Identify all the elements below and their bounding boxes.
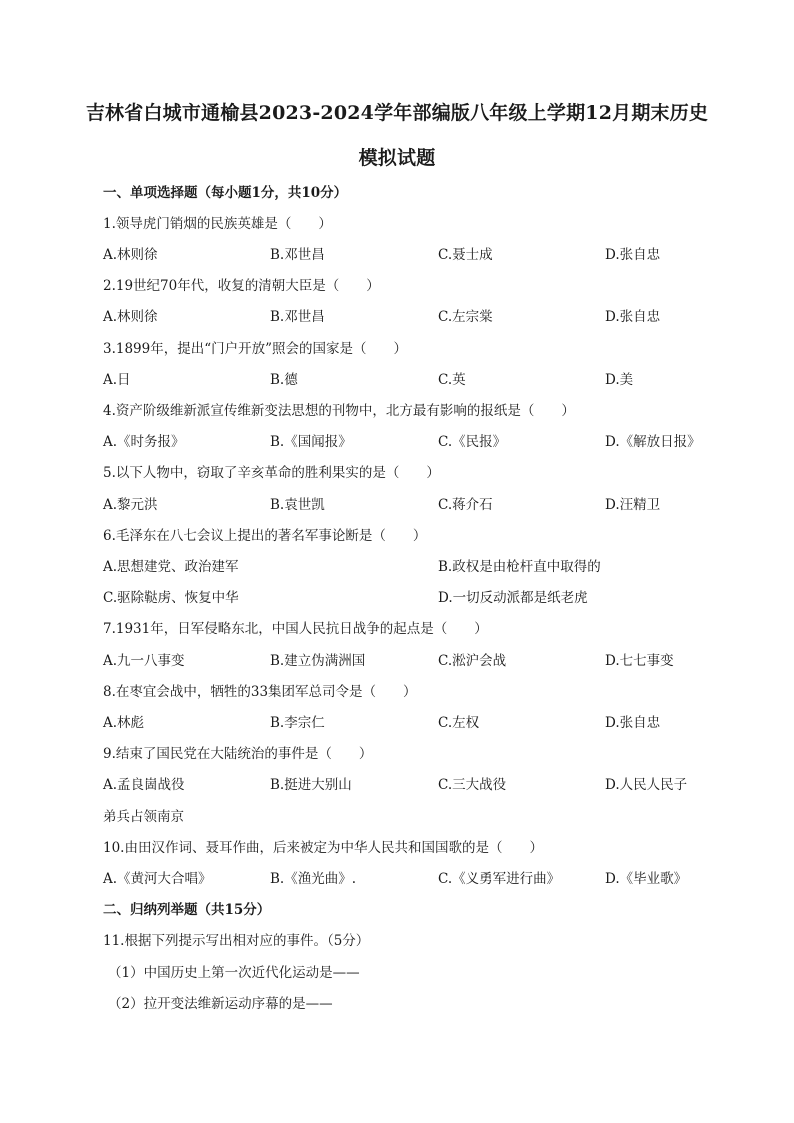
- question-stem: 7.1931年，日军侵略东北，中国人民抗日战争的起点是（ ）: [103, 621, 488, 637]
- option-b: B.李宗仁: [270, 715, 325, 731]
- question-stem: 9.结束了国民党在大陆统治的事件是（ ）: [103, 746, 373, 762]
- question-options: [103, 305, 723, 325]
- option-b: B.《国闻报》: [270, 434, 352, 450]
- option-b: B.德: [270, 372, 298, 388]
- option-b: B.挺进大别山: [270, 777, 352, 793]
- option-d: D.张自忠: [605, 309, 661, 325]
- question-stem: 6.毛泽东在八七会议上提出的著名军事论断是（ ）: [103, 528, 427, 544]
- question-stem: 8.在枣宜会战中，牺牲的33集团军总司令是（ ）: [103, 684, 417, 700]
- question-stem: 4.资产阶级维新派宣传维新变法思想的刊物中，北方最有影响的报纸是（ ）: [103, 403, 575, 419]
- option-a: A.林则徐: [103, 247, 158, 263]
- option-continuation: 弟兵占领南京: [103, 809, 184, 825]
- question-stem: 10.由田汉作词、聂耳作曲，后来被定为中华人民共和国国歌的是（ ）: [103, 840, 543, 856]
- option-a: A.九一八事变: [103, 653, 185, 669]
- question-stem: 5.以下人物中，窃取了辛亥革命的胜利果实的是（ ）: [103, 465, 440, 481]
- option-c: C.蒋介石: [438, 497, 493, 513]
- sub-question: （2）拉开变法维新运动序幕的是——: [108, 996, 333, 1012]
- option-d: D.美: [605, 372, 634, 388]
- question-options: [103, 368, 723, 388]
- option-d: D.一切反动派都是纸老虎: [438, 590, 588, 606]
- option-a: A.林彪: [103, 715, 145, 731]
- option-d: D.《解放日报》: [605, 434, 701, 450]
- question-stem: 1.领导虎门销烟的民族英雄是（ ）: [103, 216, 332, 232]
- option-c: C.《义勇军进行曲》: [438, 871, 561, 887]
- option-c: C.左宗棠: [438, 309, 493, 325]
- section-heading-summary: 二、归纳列举题（共15分）: [103, 902, 271, 918]
- option-c: C.驱除鞑虏、恢复中华: [103, 590, 239, 606]
- question-options: [103, 649, 723, 669]
- question-options: [103, 586, 723, 606]
- option-d: D.人民人民子: [605, 777, 688, 793]
- section-heading-multiple-choice: 一、单项选择题（每小题1分，共10分）: [103, 185, 348, 201]
- option-b: B.邓世昌: [270, 309, 325, 325]
- option-b: B.袁世凯: [270, 497, 325, 513]
- option-a: A.黎元洪: [103, 497, 158, 513]
- option-b: B.政权是由枪杆直中取得的: [438, 559, 601, 575]
- option-a: A.林则徐: [103, 309, 158, 325]
- option-a: A.《时务报》: [103, 434, 185, 450]
- option-c: C.英: [438, 372, 466, 388]
- question-stem: 11.根据下列提示写出相对应的事件。（5分）: [103, 933, 370, 949]
- option-a: A.《黄河大合唱》: [103, 871, 212, 887]
- option-c: C.左权: [438, 715, 480, 731]
- sub-question: （1）中国历史上第一次近代化运动是——: [108, 965, 360, 981]
- option-d: D.《毕业歌》: [605, 871, 688, 887]
- question-options: [103, 493, 723, 513]
- question-stem: 3.1899年，提出“门户开放”照会的国家是（ ）: [103, 341, 408, 357]
- option-d: D.张自忠: [605, 247, 661, 263]
- option-c: C.聂士成: [438, 247, 493, 263]
- option-a: A.思想建党、政治建军: [103, 559, 239, 575]
- option-b: B.邓世昌: [270, 247, 325, 263]
- option-d: D.汪精卫: [605, 497, 661, 513]
- option-c: C.淞沪会战: [438, 653, 507, 669]
- option-d: D.七七事变: [605, 653, 674, 669]
- question-options: [103, 773, 723, 793]
- option-b: B.《渔光曲》.: [270, 871, 357, 887]
- exam-title-line-2: 模拟试题: [358, 147, 436, 169]
- exam-title-line-1: 吉林省白城市通榆县2023-2024学年部编版八年级上学期12月期末历史: [85, 102, 709, 124]
- question-options: [103, 711, 723, 731]
- question-options: [103, 867, 723, 887]
- question-options: [103, 430, 723, 450]
- option-c: C.《民报》: [438, 434, 507, 450]
- option-d: D.张自忠: [605, 715, 661, 731]
- option-b: B.建立伪满洲国: [270, 653, 366, 669]
- option-a: A.孟良崮战役: [103, 777, 185, 793]
- option-a: A.日: [103, 372, 131, 388]
- option-c: C.三大战役: [438, 777, 507, 793]
- question-options: [103, 555, 723, 575]
- question-options: [103, 243, 723, 263]
- question-stem: 2.19世纪70年代，收复的清朝大臣是（ ）: [103, 278, 380, 294]
